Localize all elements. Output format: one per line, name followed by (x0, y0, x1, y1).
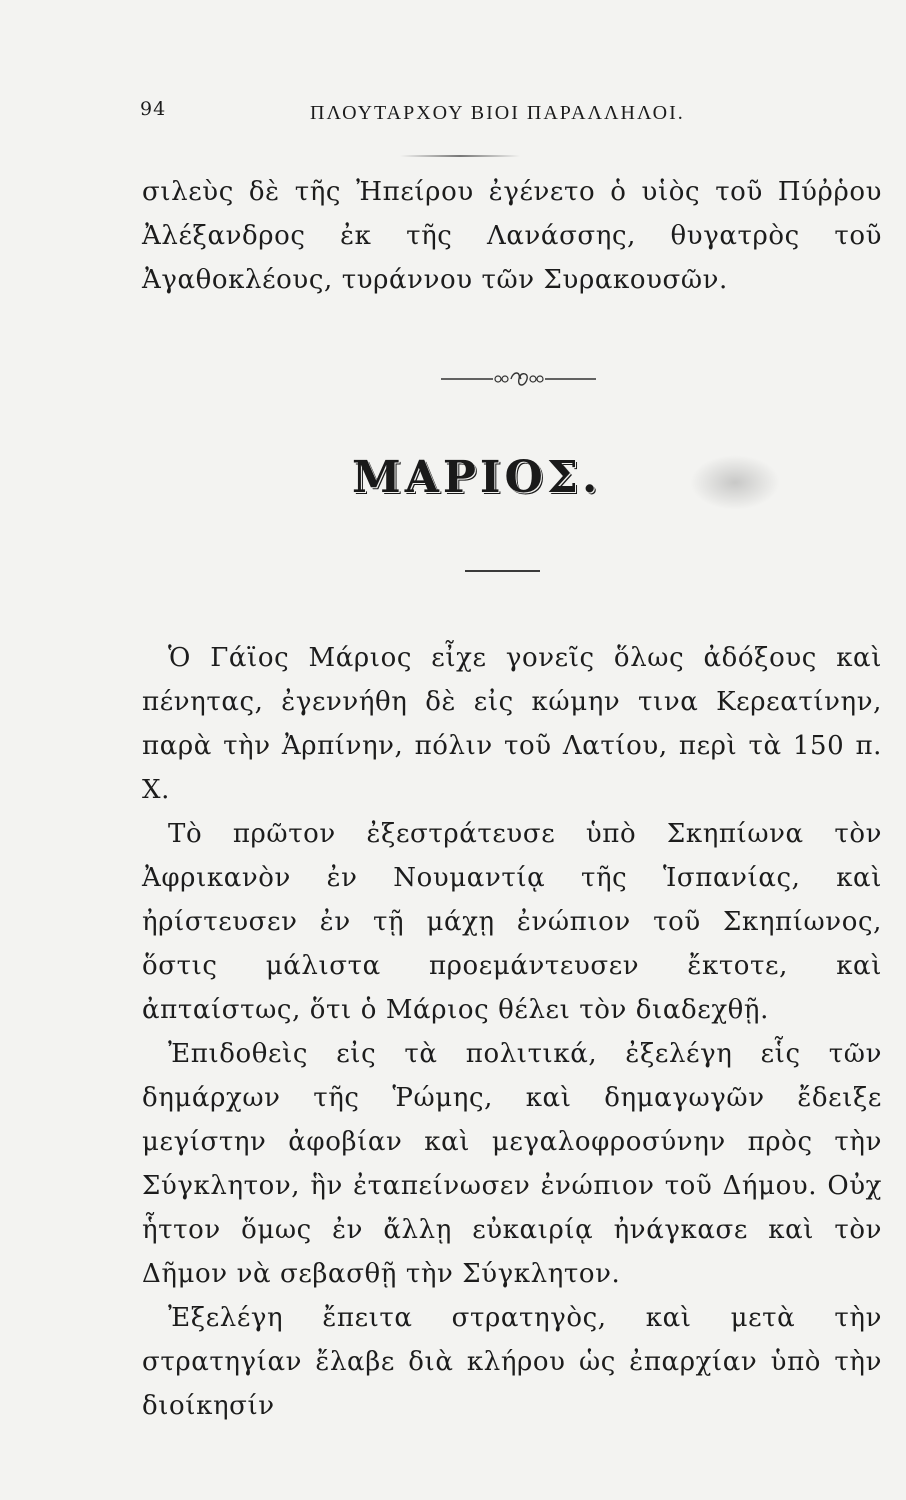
title-rule (465, 570, 540, 572)
paragraph-4: Ἐξελέγη ἔπειτα στρατηγὸς, καὶ μετὰ τὴν στρατηγίαν ἔλαβε διὰ κλήρου ὡς ἐπαρχίαν ὑπὸ τὴν διοίκησίν (142, 1303, 882, 1421)
body-text (142, 636, 882, 1428)
header-rule (400, 155, 520, 157)
chapter-title: ΜΑΡΙΟΣ. (352, 452, 602, 503)
continuation-paragraph: σιλεὺς δὲ τῆς Ἠπείρου ἐγένετο ὁ υἱὸς τοῦ Πύῤῥου Ἀλέξανδρος ἐκ τῆς Λανάσσης, θυγατρὸς τοῦ Ἀγαθοκλέους, τυράννου τῶν Συρακουσῶν. (142, 177, 882, 295)
running-head (140, 98, 826, 138)
ink-smudge (690, 455, 780, 510)
paragraph-2: Τὸ πρῶτον ἐξεστράτευσε ὑπὸ Σκηπίωνα τὸν Ἀφρικανὸν ἐν Νουμαντίᾳ τῆς Ἱσπανίας, καὶ ἠρίστευσεν ἐν τῇ μάχῃ ἐνώπιον τοῦ Σκηπίωνος, ὅστις μάλιστα προεμάντευσεν ἔκτοτε, καὶ ἀπταίστως, ὅτι ὁ Μάριος θέλει τὸν διαδεχθῇ. (142, 819, 882, 1025)
paragraph-1: Ὁ Γάϊος Μάριος εἶχε γονεῖς ὅλως ἀδόξους καὶ πένητας, ἐγεννήθη δὲ εἰς κώμην τινα Κερεατίνην, παρὰ τὴν Ἀρπίνην, πόλιν τοῦ Λατίου, περὶ τὰ 150 π. Χ. (142, 643, 882, 805)
continuation-text (142, 170, 882, 302)
page-number: 94 (140, 98, 167, 120)
paragraph-3: Ἐπιδοθεὶς εἰς τὰ πολιτικά, ἐξελέγη εἷς τῶν δημάρχων τῆς Ῥώμης, καὶ δημαγωγῶν ἔδειξε μεγίστην ἀφοβίαν καὶ μεγαλοφροσύνην πρὸς τὴν Σύγκλητον, ἣν ἐταπείνωσεν ἐνώπιον τοῦ Δήμου. Οὐχ ἧττον ὅμως ἐν ἄλλῃ εὐκαιρίᾳ ἠνάγκασε καὶ τὸν Δῆμον νὰ σεβασθῇ τὴν Σύγκλητον. (142, 1039, 882, 1289)
ornament-divider (441, 367, 596, 391)
running-title: ΠΛΟΥΤΑΡΧΟΥ ΒΙΟΙ ΠΑΡΑΛΛΗΛΟΙ. (310, 102, 685, 124)
